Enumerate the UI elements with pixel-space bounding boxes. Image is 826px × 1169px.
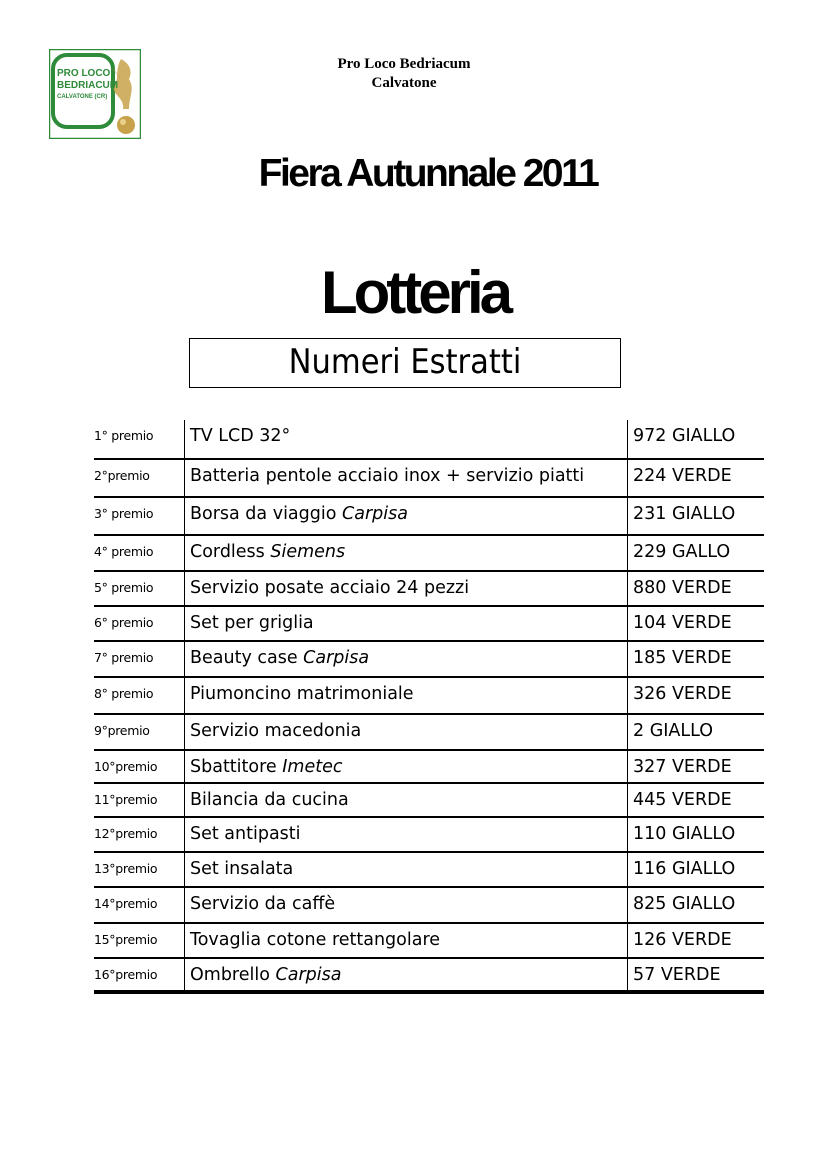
subheading-box: [189, 338, 621, 388]
winning-number: 104 VERDE: [627, 607, 764, 640]
table-row: [94, 460, 764, 498]
winning-number: 229 GALLO: [627, 536, 764, 570]
logo-line-2: BEDRIACUM: [57, 80, 119, 91]
prize-description: [184, 498, 627, 534]
prize-description-text: Servizio posate acciaio 24 pezzi: [190, 578, 470, 598]
prize-table: [94, 420, 764, 994]
prize-description-text: Set antipasti: [190, 824, 301, 844]
table-row: [94, 959, 764, 994]
prize-rank: 1° premio: [94, 428, 154, 443]
prize-description-text: Bilancia da cucina: [190, 790, 349, 810]
winning-number: 57 VERDE: [627, 959, 764, 990]
prize-description: [184, 818, 627, 851]
prize-description: [184, 678, 627, 713]
prize-description: [184, 536, 627, 570]
prize-rank: 16°premio: [94, 967, 158, 982]
prize-description: [184, 642, 627, 676]
table-row: [94, 678, 764, 715]
prize-rank: 9°premio: [94, 723, 150, 738]
prize-brand: Carpisa: [342, 504, 408, 524]
prize-rank: 15°premio: [94, 932, 158, 947]
winning-number: 231 GIALLO: [627, 498, 764, 534]
table-row: [94, 642, 764, 678]
prize-description: [184, 715, 627, 749]
prize-description-text: Servizio macedonia: [190, 721, 362, 741]
prize-description-text: Batteria pentole acciaio inox + servizio piatti: [190, 466, 585, 486]
prize-rank: 13°premio: [94, 861, 158, 876]
prize-description-text: Borsa da viaggio: [190, 504, 342, 524]
prize-rank: 4° premio: [94, 544, 154, 559]
prize-description: [184, 607, 627, 640]
prize-brand: Imetec: [282, 757, 343, 777]
organization-town: Calvatone: [371, 75, 437, 91]
subheading: Numeri Estratti: [288, 342, 522, 382]
prize-description: [184, 420, 627, 458]
prize-rank: 14°premio: [94, 896, 158, 911]
prize-rank: 11°premio: [94, 792, 158, 807]
prize-brand: Carpisa: [303, 648, 370, 668]
prize-description-text: TV LCD 32°: [190, 426, 291, 446]
winning-number: 825 GIALLO: [627, 888, 764, 922]
winning-number: 2 GIALLO: [627, 715, 764, 749]
table-row: [94, 818, 764, 853]
table-row: [94, 888, 764, 924]
table-row: [94, 607, 764, 642]
prize-description-text: Beauty case: [190, 648, 304, 668]
prize-description: [184, 888, 627, 922]
prize-rank: 12°premio: [94, 826, 158, 841]
prize-rank: 6° premio: [94, 615, 154, 630]
prize-description: [184, 460, 627, 496]
prize-brand: Siemens: [270, 542, 346, 562]
prize-description: [184, 853, 627, 886]
table-row: [94, 572, 764, 607]
table-row: [94, 498, 764, 536]
winning-number: 445 VERDE: [627, 784, 764, 816]
prize-rank: 10°premio: [94, 759, 158, 774]
table-row: [94, 924, 764, 959]
prize-description-text: Ombrello: [190, 965, 276, 985]
prize-description: [184, 924, 627, 957]
prize-description-text: Tovaglia cotone rettangolare: [190, 930, 441, 950]
page-heading: Lotteria: [320, 259, 510, 326]
prize-description: [184, 572, 627, 605]
prize-description-text: Servizio da caffè: [190, 894, 336, 914]
winning-number: 327 VERDE: [627, 751, 764, 782]
prize-rank: 8° premio: [94, 686, 154, 701]
prize-description-text: Set insalata: [190, 859, 294, 879]
table-row: [94, 715, 764, 751]
winning-number: 880 VERDE: [627, 572, 764, 605]
table-row: [94, 751, 764, 784]
prize-description-text: Sbattitore: [190, 757, 283, 777]
prize-description: [184, 751, 627, 782]
prize-description: [184, 959, 627, 990]
prize-description-text: Set per griglia: [190, 613, 314, 633]
logo-line-1: PRO LOCO: [57, 68, 111, 79]
organization-header: [280, 55, 528, 93]
table-row: [94, 853, 764, 888]
prize-description-text: Cordless: [190, 542, 271, 562]
prize-rank: 7° premio: [94, 650, 154, 665]
table-row: [94, 784, 764, 818]
prize-description: [184, 784, 627, 816]
prize-brand: Carpisa: [275, 965, 342, 985]
winning-number: 116 GIALLO: [627, 853, 764, 886]
prize-description-text: Piumoncino matrimoniale: [190, 684, 414, 704]
winning-number: 326 VERDE: [627, 678, 764, 713]
organization-name: Pro Loco Bedriacum: [337, 56, 471, 72]
page-title: Fiera Autunnale 2011: [258, 152, 598, 195]
winning-number: 126 VERDE: [627, 924, 764, 957]
prize-rank: 2°premio: [94, 468, 150, 483]
pro-loco-logo: [49, 49, 141, 139]
logo-line-3: CALVATONE (CR): [57, 94, 108, 100]
table-row: [94, 536, 764, 572]
winning-number: 110 GIALLO: [627, 818, 764, 851]
prize-rank: 3° premio: [94, 506, 154, 521]
winning-number: 224 VERDE: [627, 460, 764, 496]
winning-number: 185 VERDE: [627, 642, 764, 676]
winning-number: 972 GIALLO: [627, 420, 764, 458]
prize-rank: 5° premio: [94, 580, 154, 595]
table-row: [94, 420, 764, 460]
